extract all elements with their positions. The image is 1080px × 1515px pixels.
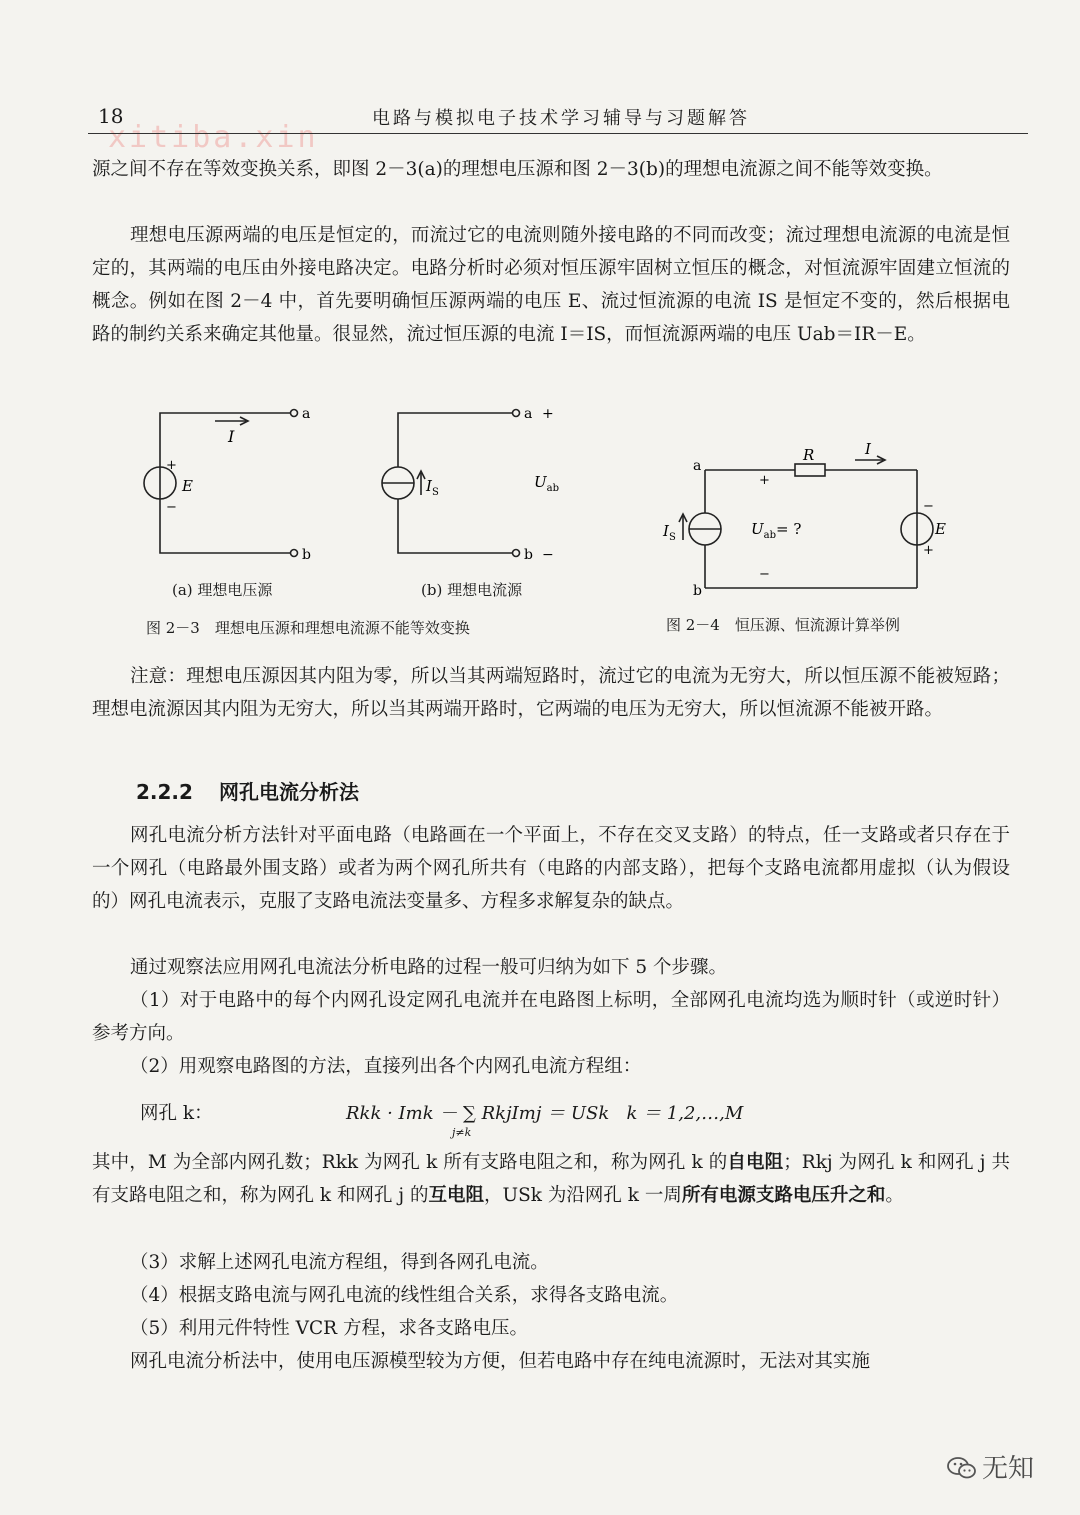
fig23b-minus: − — [542, 547, 554, 563]
fig23a-minus: − — [166, 500, 177, 515]
figure-2-4-caption: 图 2－4 恒压源、恒流源计算举例 — [666, 616, 900, 634]
page-number: 18 — [98, 104, 124, 128]
fig24-voltage-question: $U_{ab}=$ ? — [751, 520, 802, 541]
section-heading — [136, 776, 385, 805]
paragraph-2: 理想电压源两端的电压是恒定的，而流过它的电流则随外接电路的不同而改变；流过理想电流源的电流是恒定的，其两端的电压由外接电路决定。电路分析时必须对恒压源牢固树立恒压的概念，对恒流源牢固建立恒流的概念。例如在图 2－4 中，首先要明确恒压源两端的电压 E、流过恒流源的电流 IS 是恒定不变的，然后根据电路的制约关系来确定其他量。很显然，流过恒压源的电流 I＝IS，而恒流源两端的电压 Uab＝IR－E。 — [92, 225, 1010, 345]
section-title: 网孔电流分析法 — [218, 780, 359, 804]
fig23b-terminal-a: a — [524, 406, 533, 422]
paragraph-explanation: 其中，M 为全部内网孔数；Rkk 为网孔 k 所有支路电阻之和，称为网孔 k 的自电阻；Rkj 为网孔 k 和网孔 j 共有支路电阻之和，称为网孔 k 和网孔 j 的互电阻，USk 为沿网孔 k 一周所有电源支路电压升之和。 — [92, 1152, 1010, 1206]
logo-text: 无知 — [982, 1454, 1035, 1484]
fig23b-plus: + — [542, 406, 554, 422]
term-voltage-rise: 所有电源支路电压升之和 — [681, 1185, 886, 1206]
fig24-resistor-label: R — [803, 446, 815, 464]
term-self-resistance: 自电阻 — [727, 1152, 784, 1173]
fig23-source-current-label: $I_S$ — [426, 477, 439, 498]
step-5: （5）利用元件特性 VCR 方程，求各支路电压。 — [130, 1318, 528, 1339]
fig24-e-plus: + — [923, 543, 934, 558]
fig24-minus-bottom: − — [759, 567, 770, 582]
fig23-voltage-label: $U_{ab}$ — [534, 473, 560, 494]
paragraph-note: 注意：理想电压源因其内阻为零，所以当其两端短路时，流过它的电流为无穷大，所以恒压源不能被短路；理想电流源因其内阻为无穷大，所以当其两端开路时，它两端的电压为无穷大，所以恒流源不能被开路。 — [92, 666, 1010, 720]
fig24-node-a: a — [693, 458, 702, 474]
figure-2-4-circuit — [655, 440, 955, 600]
paragraph-final: 网孔电流分析法中，使用电压源模型较为方便，但若电路中存在纯电流源时，无法对其实施 — [130, 1351, 871, 1372]
fig24-node-b: b — [693, 583, 702, 599]
source-logo — [946, 1448, 1034, 1485]
fig24-plus-top: + — [759, 473, 770, 488]
figure-2-3-caption: 图 2－3 理想电压源和理想电流源不能等效变换 — [146, 619, 470, 637]
watermark-text: xitiba.xin — [108, 120, 319, 155]
paragraph-steps-intro: 通过观察法应用网孔电流法分析电路的过程一般可归纳为如下 5 个步骤。 — [130, 957, 728, 978]
equation-label: 网孔 k： — [140, 1103, 213, 1124]
equation-sum-index: j≠k — [452, 1126, 472, 1139]
fig23a-terminal-a: a — [302, 406, 311, 422]
fig23a-terminal-b: b — [302, 547, 311, 563]
fig24-current-label: I — [865, 440, 871, 458]
fig23b-terminal-b: b — [524, 547, 533, 563]
wechat-icon — [946, 1455, 978, 1481]
step-3: （3）求解上述网孔电流方程组，得到各网孔电流。 — [130, 1252, 549, 1273]
fig23a-plus: + — [166, 458, 177, 473]
fig23-current-label: I — [228, 427, 235, 446]
header-rule — [88, 133, 1028, 134]
running-title: 电路与模拟电子技术学习辅导与习题解答 — [372, 108, 750, 129]
figure-2-3a-subcaption: (a) 理想电压源 — [172, 581, 273, 599]
paragraph-1: 源之间不存在等效变换关系，即图 2－3(a)的理想电压源和图 2－3(b)的理想电流源之间不能等效变换。 — [92, 159, 943, 180]
section-number: 2.2.2 — [136, 780, 193, 804]
step-4: （4）根据支路电流与网孔电流的线性组合关系，求得各支路电流。 — [130, 1285, 679, 1306]
figure-2-3b-subcaption: (b) 理想电流源 — [421, 581, 523, 599]
fig24-emf-label: E — [935, 520, 946, 538]
fig23-emf-label: E — [182, 477, 193, 495]
fig24-e-minus: − — [923, 499, 934, 514]
step-1: （1）对于电路中的每个内网孔设定网孔电流并在电路图上标明，全部网孔电流均选为顺时针（或逆时针）参考方向。 — [92, 990, 1010, 1044]
fig24-source-current-label: $I_S$ — [663, 522, 676, 543]
mesh-equation: Rkk · Imk － ∑ RkjImj ＝ USk k ＝ 1,2,…,M — [346, 1103, 744, 1124]
term-mutual-resistance: 互电阻 — [428, 1185, 484, 1206]
paragraph-mesh-intro: 网孔电流分析方法针对平面电路（电路画在一个平面上，不存在交叉支路）的特点，任一支路或者只存在于一个网孔（电路最外围支路）或者为两个网孔所共有（电路的内部支路），把每个支路电流都用虚拟（认为假设的）网孔电流表示，克服了支路电流法变量多、方程多求解复杂的缺点。 — [92, 825, 1010, 912]
step-2: （2）用观察电路图的方法，直接列出各个内网孔电流方程组： — [130, 1056, 642, 1077]
